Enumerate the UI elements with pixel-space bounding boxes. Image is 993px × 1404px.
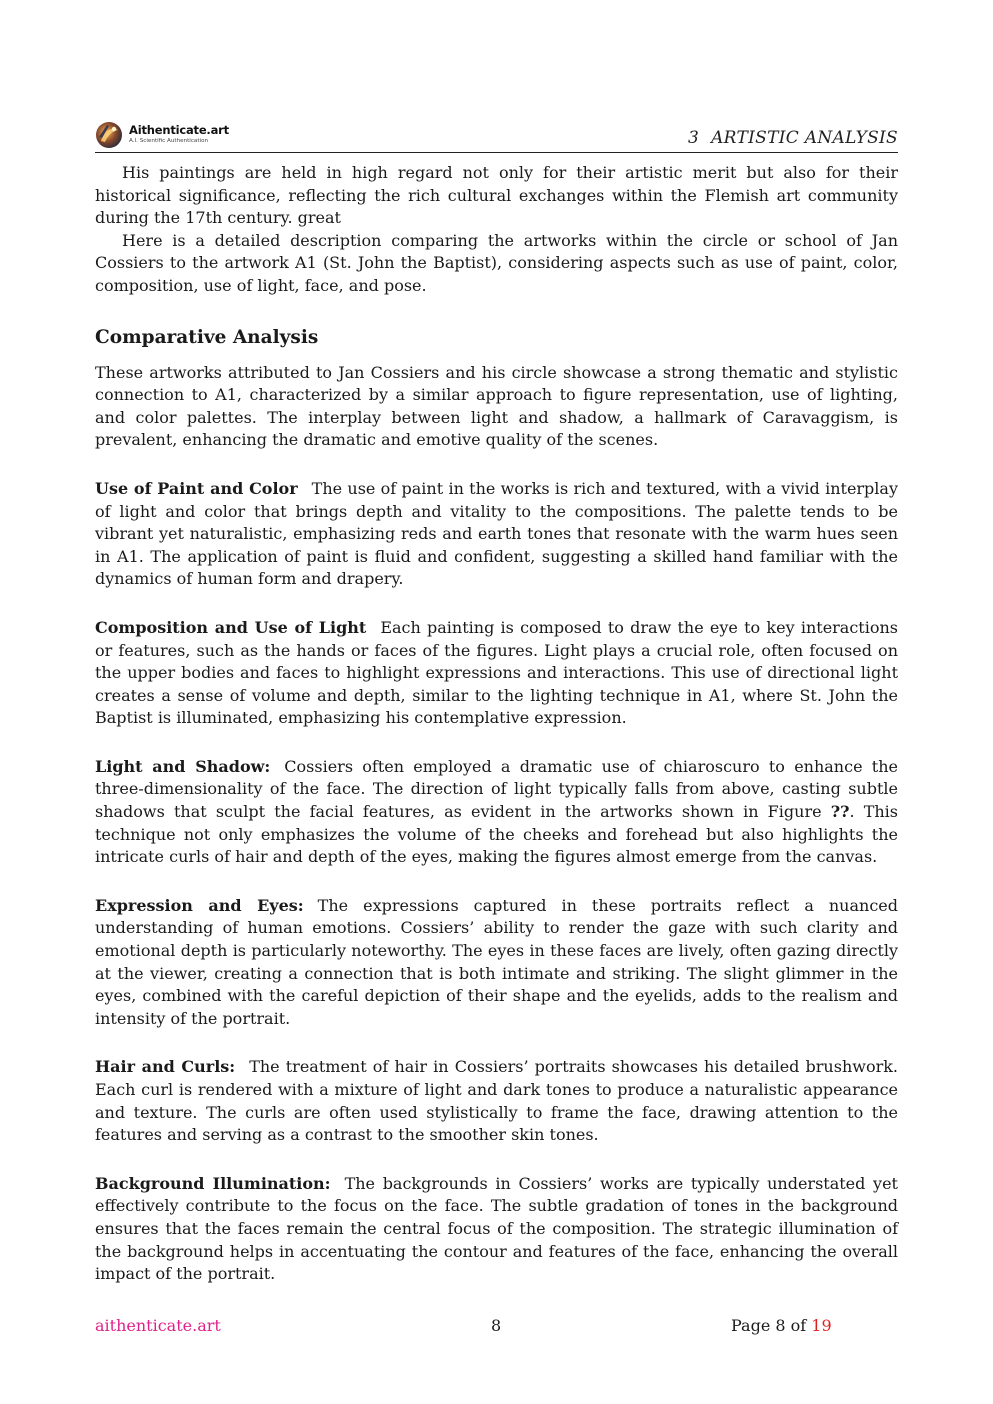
section-title: Comparative Analysis [95, 326, 319, 348]
section-heading-running: ARTISTIC ANALYSIS [711, 128, 898, 148]
paragraph-heading: Light and Shadow: [95, 756, 271, 776]
brand-logo-icon [95, 121, 123, 149]
paragraph-paint-color [95, 478, 898, 591]
running-head [688, 128, 898, 148]
section-lead-paragraph: These artworks attributed to Jan Cossiers and his circle showcase a strong thematic and stylistic connection to A1, characterized by a similar approach to figure representation, use of lighting, and color palettes. The interplay between light and shadow, a hallmark of Caravaggism, is prevalent, enhancing the dramatic and emotive quality of the scenes. [95, 362, 898, 450]
page-content [95, 162, 898, 1286]
intro-paragraph-1: His paintings are held in high regard not only for their artistic merit but also for their historical significance, reflecting the rich cultural exchanges within the Flemish art community during the 17th century. great [95, 163, 898, 228]
page-count [731, 1316, 832, 1335]
brand-name: Aithenticate.art [129, 123, 229, 138]
page-total-link[interactable]: 19 [811, 1316, 832, 1335]
intro-paragraph-2: Here is a detailed description comparing the artworks within the circle or school of Jan Cossiers to the artwork A1 (St. John the Baptist), considering aspects such as use of paint, color, composition, use of light, face, and pose. [95, 230, 898, 295]
paragraph-text: The backgrounds in Cossiers’ works are typically understated yet effectively contribute to the focus on the face. The subtle gradation of tones in the background ensures that the faces remain the central focus of the composition. The strategic illumination of the background helps in accentuating the contour and features of the face, enhancing the overall impact of the portrait. [95, 1173, 898, 1284]
paragraph-hair-curls [95, 1056, 898, 1146]
header-divider [95, 152, 898, 153]
paragraph-text: The treatment of hair in Cossiers’ portraits showcases his detailed brushwork. Each curl is rendered with a mixture of light and dark tones to produce a naturalistic appearance and texture. The curls are often used stylistically to frame the face, drawing attention to the features and serving as a contrast to the smoother skin tones. [95, 1057, 899, 1145]
paragraph-text: The use of paint in the works is rich and textured, with a vivid interplay of light and color that brings depth and vitality to the compositions. The palette tends to be vibrant yet naturalistic, emphasizing reds and earth tones that resonate with the warm hues seen in A1. The application of paint is fluid and confident, suggesting a skilled hand familiar with the dynamics of human form and drapery. [95, 478, 898, 589]
paragraph-heading: Expression and Eyes: [95, 895, 304, 915]
site-link[interactable]: aithenticate.art [95, 1316, 221, 1335]
brand-logo [95, 120, 229, 150]
brand-subtitle: A.I. Scientific Authentication [129, 137, 209, 144]
paragraph-expression-eyes [95, 895, 898, 1031]
paragraph-text-continued: . This technique not only emphasizes the volume of the cheeks and forehead but also highlights the intricate curls of hair and depth of the eyes, making the figures almost emerge from the canvas. [95, 802, 899, 867]
paragraph-composition-light [95, 617, 898, 730]
paragraph-text: Each painting is composed to draw the eye to key interactions or features, such as the hands or faces of the figures. Light plays a crucial role, often focused on the upper bodies and faces to highlight expressions and interactions. This use of directional light creates a sense of volume and depth, similar to the lighting technique in A1, where St. John the Baptist is illuminated, emphasizing his contemplative expression. [95, 617, 899, 728]
paragraph-background-illumination [95, 1173, 898, 1286]
paragraph-text: The expressions captured in these portraits reflect a nuanced understanding of human emotions. Cossiers’ ability to render the gaze with such clarity and emotional depth is particularly noteworthy. The eyes in these faces are lively, often gazing directly at the viewer, creating a connection that is both intimate and striking. The slight glimmer in the eyes, combined with the careful depiction of their shape and the eyelids, adds to the realism and intensity of the portrait. [95, 895, 898, 1028]
section-number: 3 [687, 128, 700, 148]
figure-reference-link[interactable]: ?? [830, 802, 850, 822]
page-number: 8 [491, 1316, 502, 1335]
page-count-prefix: Page 8 of [731, 1316, 807, 1335]
paragraph-text: Cossiers often employed a dramatic use of chiaroscuro to enhance the three-dimensionality of the face. The direction of light typically falls from above, casting subtle shadows that sculpt the facial features, as evident in the artworks shown in Figure [95, 756, 898, 822]
paragraph-light-shadow [95, 756, 898, 869]
paragraph-heading: Composition and Use of Light [95, 617, 367, 637]
paragraph-heading: Use of Paint and Color [95, 478, 298, 498]
page-header [95, 118, 898, 154]
paragraph-heading: Background Illumination: [95, 1173, 331, 1193]
paragraph-heading: Hair and Curls: [95, 1057, 236, 1077]
